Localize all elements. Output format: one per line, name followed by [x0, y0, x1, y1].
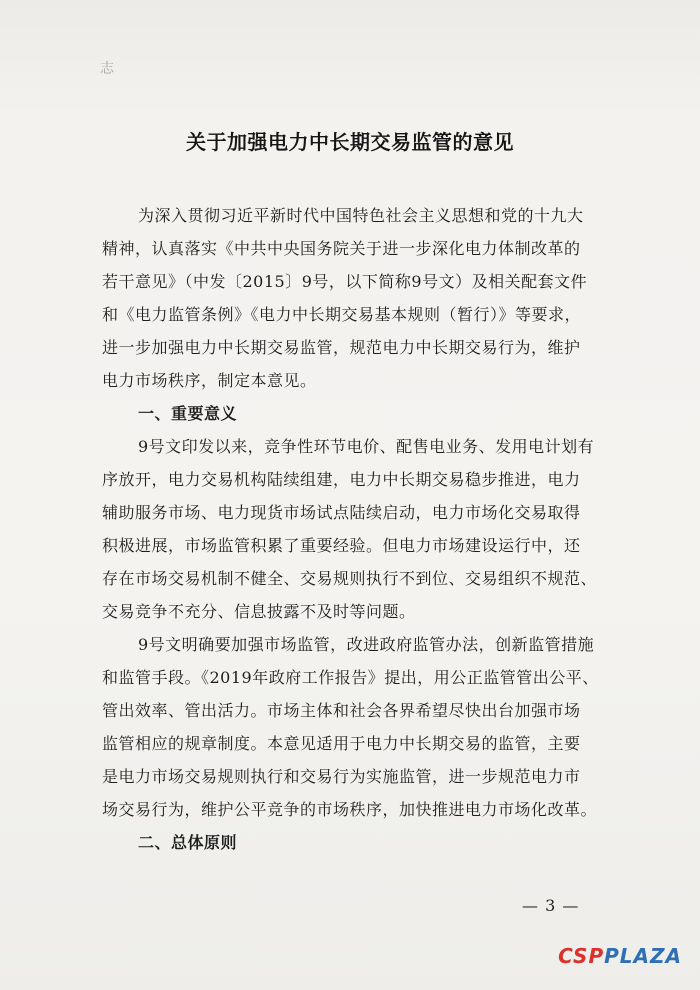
intro-line: 和《电力监管条例》《电力中长期交易基本规则（暂行）》等要求， — [102, 305, 582, 324]
intro-line: 进一步加强电力中长期交易监管，规范电力中长期交易行为，维护 — [102, 338, 581, 357]
paragraph-line: 9号文印发以来，竞争性环节电价、配售电业务、发用电计划有 — [138, 437, 595, 456]
csp-plaza-watermark — [558, 944, 682, 968]
paragraph-line: 序放开，电力交易机构陆续组建，电力中长期交易稳步推进，电力 — [102, 470, 581, 489]
watermark-part-2: PLAZA — [604, 944, 682, 968]
intro-line: 若干意见》（中发〔2015〕9号，以下简称9号文）及相关配套文件 — [102, 272, 588, 291]
paragraph-line: 9号文明确要加强市场监管，改进政府监管办法，创新监管措施 — [138, 635, 595, 654]
document-body — [102, 199, 622, 859]
watermark-part-1: CSP — [558, 944, 605, 968]
paragraph-line: 是电力市场交易规则执行和交易行为实施监管，进一步规范电力市 — [102, 767, 581, 786]
section-heading-2: 二、总体原则 — [138, 833, 238, 852]
intro-line: 为深入贯彻习近平新时代中国特色社会主义思想和党的十九大 — [138, 206, 584, 225]
paragraph-line: 监管相应的规章制度。本意见适用于电力中长期交易的监管，主要 — [102, 734, 581, 753]
paragraph-line: 存在市场交易机制不健全、交易规则执行不到位、交易组织不规范、 — [102, 569, 598, 588]
corner-mark: 志 — [100, 61, 114, 77]
section-heading-1: 一、重要意义 — [138, 404, 238, 423]
intro-line: 精神，认真落实《中共中央国务院关于进一步深化电力体制改革的 — [102, 239, 581, 258]
intro-line: 电力市场秩序，制定本意见。 — [102, 371, 317, 390]
document-title: 关于加强电力中长期交易监管的意见 — [186, 130, 514, 154]
paragraph-line: 管出效率、管出活力。市场主体和社会各界希望尽快出台加强市场 — [102, 701, 581, 720]
paragraph-line: 辅助服务市场、电力现货市场试点陆续启动，电力市场化交易取得 — [102, 503, 581, 522]
paragraph-line: 场交易行为，维护公平竞争的市场秩序，加快推进电力市场化改革。 — [102, 800, 598, 819]
page-number: — 3 — — [522, 896, 580, 915]
paragraph-line: 积极进展，市场监管积累了重要经验。但电力市场建设运行中，还 — [102, 536, 581, 555]
paragraph-line: 交易竞争不充分、信息披露不及时等问题。 — [102, 602, 416, 621]
paragraph-line: 和监管手段。《2019年政府工作报告》提出，用公正监管管出公平、 — [102, 668, 599, 687]
